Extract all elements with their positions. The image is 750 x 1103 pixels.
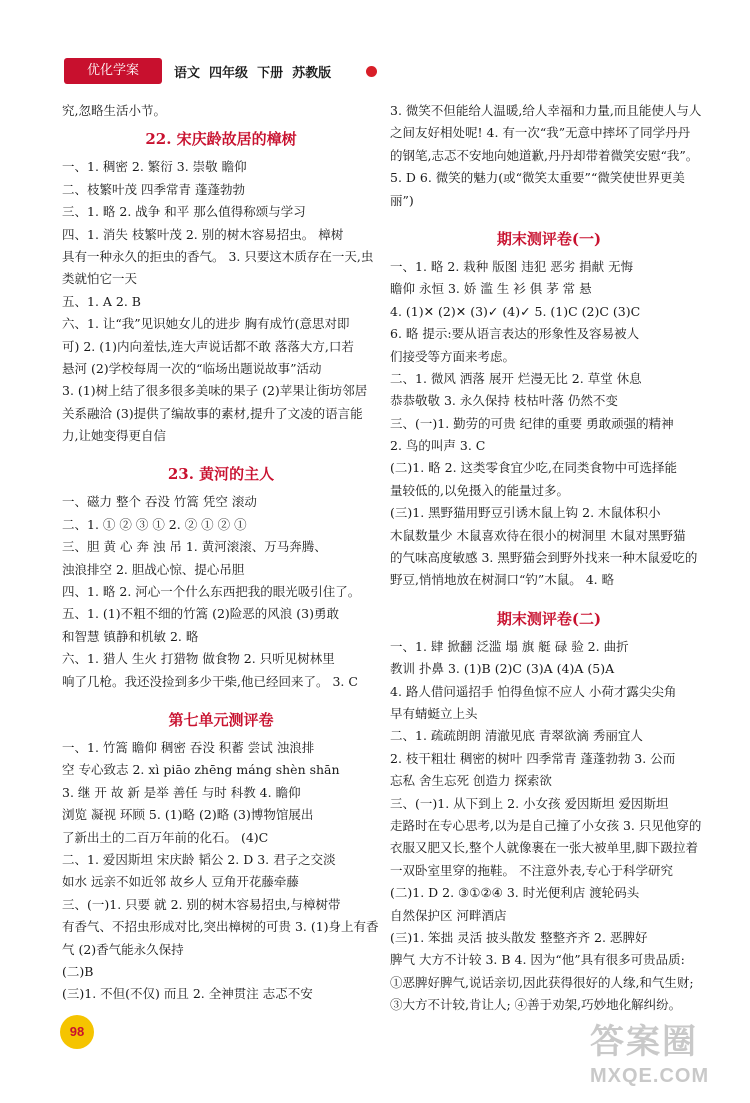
answer-line: 4. (1)✕ (2)✕ (3)✓ (4)✓ 5. (1)C (2)C (3)C — [390, 303, 641, 319]
answer-line: 们接受等方面来考虑。 — [390, 348, 516, 364]
answer-line: 木鼠数量少 木鼠喜欢待在很小的树洞里 木鼠对黑野猫 — [390, 527, 686, 543]
answer-line: 2. 鸟的叫声 3. C — [390, 438, 486, 454]
watermark-bottom: MXQE.COM — [590, 1065, 710, 1087]
answer-line: 的气味高度敏感 3. 黑野猫会到野外找来一种木鼠爱吃的 — [390, 550, 698, 566]
section-title: 22. 宋庆龄故居的樟树 — [145, 130, 297, 149]
answer-line: 究,忽略生活小节。 — [62, 103, 166, 118]
answer-line: 三、(一)1. 只要 就 2. 别的树木容易招虫,与樟树带 — [62, 896, 341, 912]
answer-line: 自然保护区 河畔酒店 — [390, 907, 507, 923]
answer-line: 三、(一)1. 勤劳的可贵 纪律的重要 勇敢顽强的精神 — [390, 415, 674, 431]
answer-line: 浊浪排空 2. 胆战心惊、提心吊胆 — [62, 561, 245, 577]
answer-line: 二、1. ① ② ③ ① 2. ② ① ② ① — [62, 516, 247, 532]
answer-line: 类就怕它一天 — [62, 271, 138, 287]
answer-line: 恭恭敬敬 3. 永久保持 枝枯叶落 仍然不变 — [390, 393, 618, 409]
answer-line: (二)1. 略 2. 这类零食宜少吃,在同类食物中可选择能 — [390, 460, 678, 476]
answer-line: 量较低的,以免摄入的能量过多。 — [390, 482, 569, 498]
answer-line: 一、1. 肆 掀翻 泛滥 塌 旗 艇 碌 验 2. 曲折 — [390, 638, 629, 654]
answer-line: 三、1. 略 2. 战争 和平 那么值得称颂与学习 — [62, 204, 306, 220]
answer-line: 的钢笔,志忑不安地向她道歉,丹丹却带着微笑安慰“我”。 — [390, 147, 699, 163]
answer-line: 五、1. (1)不粗不细的竹篙 (2)险恶的风浪 (3)勇敢 — [62, 606, 339, 622]
answer-line: 气 (2)香气能永久保持 — [62, 941, 184, 957]
answer-line: 二、1. 疏疏朗朗 清澈见底 青翠欲滴 秀丽宜人 — [390, 728, 643, 744]
answer-line: ③大方不计较,肯让人; ④善于劝架,巧妙地化解纠纷。 — [390, 997, 682, 1013]
answer-line: 2. 枝干粗壮 稠密的树叶 四季常青 蓬蓬勃勃 3. 公而 — [390, 750, 676, 766]
answer-line: (三)1. 笨拙 灵活 披头散发 整整齐齐 2. 恶脾好 — [390, 929, 648, 945]
brand-badge: 优化学案 — [64, 58, 162, 84]
answer-line: ①恶脾好脾气,说话亲切,因此获得很好的人缘,和气生财; — [390, 974, 694, 990]
answer-line: 二、1. 爱因斯坦 宋庆龄 韬公 2. D 3. 君子之交淡 — [62, 851, 336, 867]
answer-line: 一、1. 竹篙 瞻仰 稠密 吞没 积蓄 尝试 浊浪排 — [62, 739, 315, 755]
answer-line: 可) 2. (1)内向羞怯,连大声说话都不敢 落落大方,口若 — [62, 338, 354, 354]
answer-line: 五、1. A 2. B — [62, 293, 141, 309]
answer-line: 教训 扑鼻 3. (1)B (2)C (3)A (4)A (5)A — [390, 661, 615, 677]
answer-line: 丽”) — [390, 192, 414, 208]
answer-line: 关系融洽 (3)提供了编故事的素材,提升了文凌的语言能 — [62, 405, 363, 421]
answer-line: 空 专心致志 2. xì piāo zhēng máng shèn shān — [62, 762, 340, 778]
section-title: 23. 黄河的主人 — [167, 465, 275, 484]
right-column — [390, 100, 708, 1016]
answer-line: 早有蜻蜓立上头 — [390, 705, 478, 721]
answer-line: 3. 微笑不但能给人温暖,给人幸福和力量,而且能使人与人 — [390, 103, 702, 118]
section-title: 期末测评卷(二) — [496, 609, 602, 628]
answer-line: (三)1. 不但(不仅) 而且 2. 全神贯注 志忑不安 — [62, 986, 313, 1002]
answer-line: 二、1. 微风 洒落 展开 烂漫无比 2. 草堂 休息 — [390, 370, 642, 386]
answer-line: 浏览 凝视 环顾 5. (1)略 (2)略 (3)博物馆展出 — [62, 807, 314, 823]
answer-line: 走路时在专心思考,以为是自己撞了小女孩 3. 只见他穿的 — [390, 817, 702, 833]
answer-line: 3. 继 开 故 新 是举 善任 与时 科教 4. 瞻仰 — [62, 784, 301, 800]
answer-line: 之间友好相处呢! 4. 有一次“我”无意中摔坏了同学丹丹 — [390, 125, 691, 141]
header-dot-icon — [366, 66, 377, 77]
answer-line: 忘私 舍生忘死 创造力 探索欲 — [390, 773, 552, 789]
watermark-logo — [590, 1020, 740, 1094]
answer-line: 6. 略 提示:要从语言表达的形象性及容易被人 — [390, 326, 640, 342]
page-number: 98 — [60, 1015, 94, 1049]
answer-line: 响了几枪。我还没捡到多少干柴,他已经回来了。 3. C — [62, 673, 358, 689]
section-title: 第七单元测评卷 — [168, 710, 274, 729]
answer-line: (二)B — [62, 963, 94, 979]
answer-line: 具有一种永久的拒虫的香气。 3. 只要这木质存在一天,虫 — [62, 248, 374, 264]
answer-line: 四、1. 略 2. 河心一个什么东西把我的眼光吸引住了。 — [62, 584, 361, 600]
answer-line: 衣服又肥又长,整个人就像裹在一张大被单里,脚下趿拉着 — [390, 840, 698, 856]
answer-line: 了新出土的二百万年前的化石。 (4)C — [62, 829, 269, 845]
answer-line: 有香气、不招虫形成对比,突出樟树的可贵 3. (1)身上有香 — [62, 919, 379, 935]
answer-line: 六、1. 让“我”见识她女儿的进步 胸有成竹(意思对即 — [62, 316, 350, 332]
answer-line: 5. D 6. 微笑的魅力(或“微笑太重要”“微笑使世界更美 — [390, 170, 685, 186]
answer-line: 一双卧室里穿的拖鞋。 不注意外表,专心于科学研究 — [390, 862, 673, 878]
left-column — [62, 100, 380, 1006]
answer-line: 4. 路人借问遥招手 怕得鱼惊不应人 小荷才露尖尖角 — [390, 683, 677, 699]
section-title: 期末测评卷(一) — [496, 229, 602, 248]
subject-label: 语文 四年级 下册 苏教版 — [174, 66, 332, 81]
answer-line: 脾气 大方不计较 3. B 4. 因为“他”具有很多可贵品质: — [390, 952, 685, 968]
answer-line: 六、1. 猎人 生火 打猎物 做食物 2. 只听见树林里 — [62, 651, 335, 667]
answer-line: 一、1. 略 2. 栽种 版图 违犯 恶劣 捐献 无悔 — [390, 258, 634, 274]
answer-line: 三、胆 黄 心 奔 浊 吊 1. 黄河滚滚、万马奔腾、 — [62, 539, 327, 555]
answer-line: 和智慧 镇静和机敏 2. 略 — [62, 628, 199, 644]
answer-line: 如水 远亲不如近邻 故乡人 豆角开花藤牵藤 — [62, 874, 299, 890]
answer-line: 野豆,悄悄地放在树洞口“钓”木鼠。 4. 略 — [390, 572, 615, 588]
answer-line: 二、枝繁叶茂 四季常青 蓬蓬勃勃 — [62, 181, 245, 197]
answer-line: 瞻仰 永恒 3. 娇 滥 生 衫 俱 茅 常 悬 — [390, 281, 592, 297]
watermark-top: 答案圈 — [590, 1023, 698, 1061]
answer-line: 一、磁力 整个 吞没 竹篙 凭空 滚动 — [62, 494, 257, 510]
page-header — [64, 58, 394, 84]
answer-line: (三)1. 黑野猫用野豆引诱木鼠上钩 2. 木鼠体积小 — [390, 505, 661, 521]
answer-line: 一、1. 稠密 2. 繁衍 3. 崇敬 瞻仰 — [62, 159, 247, 175]
answer-line: 四、1. 消失 枝繁叶茂 2. 别的树木容易招虫。 樟树 — [62, 226, 344, 242]
answer-line: 三、(一)1. 从下到上 2. 小女孩 爱因斯坦 爱因斯坦 — [390, 795, 669, 811]
answer-line: 悬河 (2)学校每周一次的“临场出题说故事”活动 — [62, 360, 322, 376]
answer-line: 3. (1)树上结了很多很多美味的果子 (2)苹果让街坊邻居 — [62, 383, 368, 399]
answer-line: 力,让她变得更自信 — [62, 428, 166, 444]
answer-line: (二)1. D 2. ③①②④ 3. 时光便利店 渡轮码头 — [390, 885, 640, 901]
